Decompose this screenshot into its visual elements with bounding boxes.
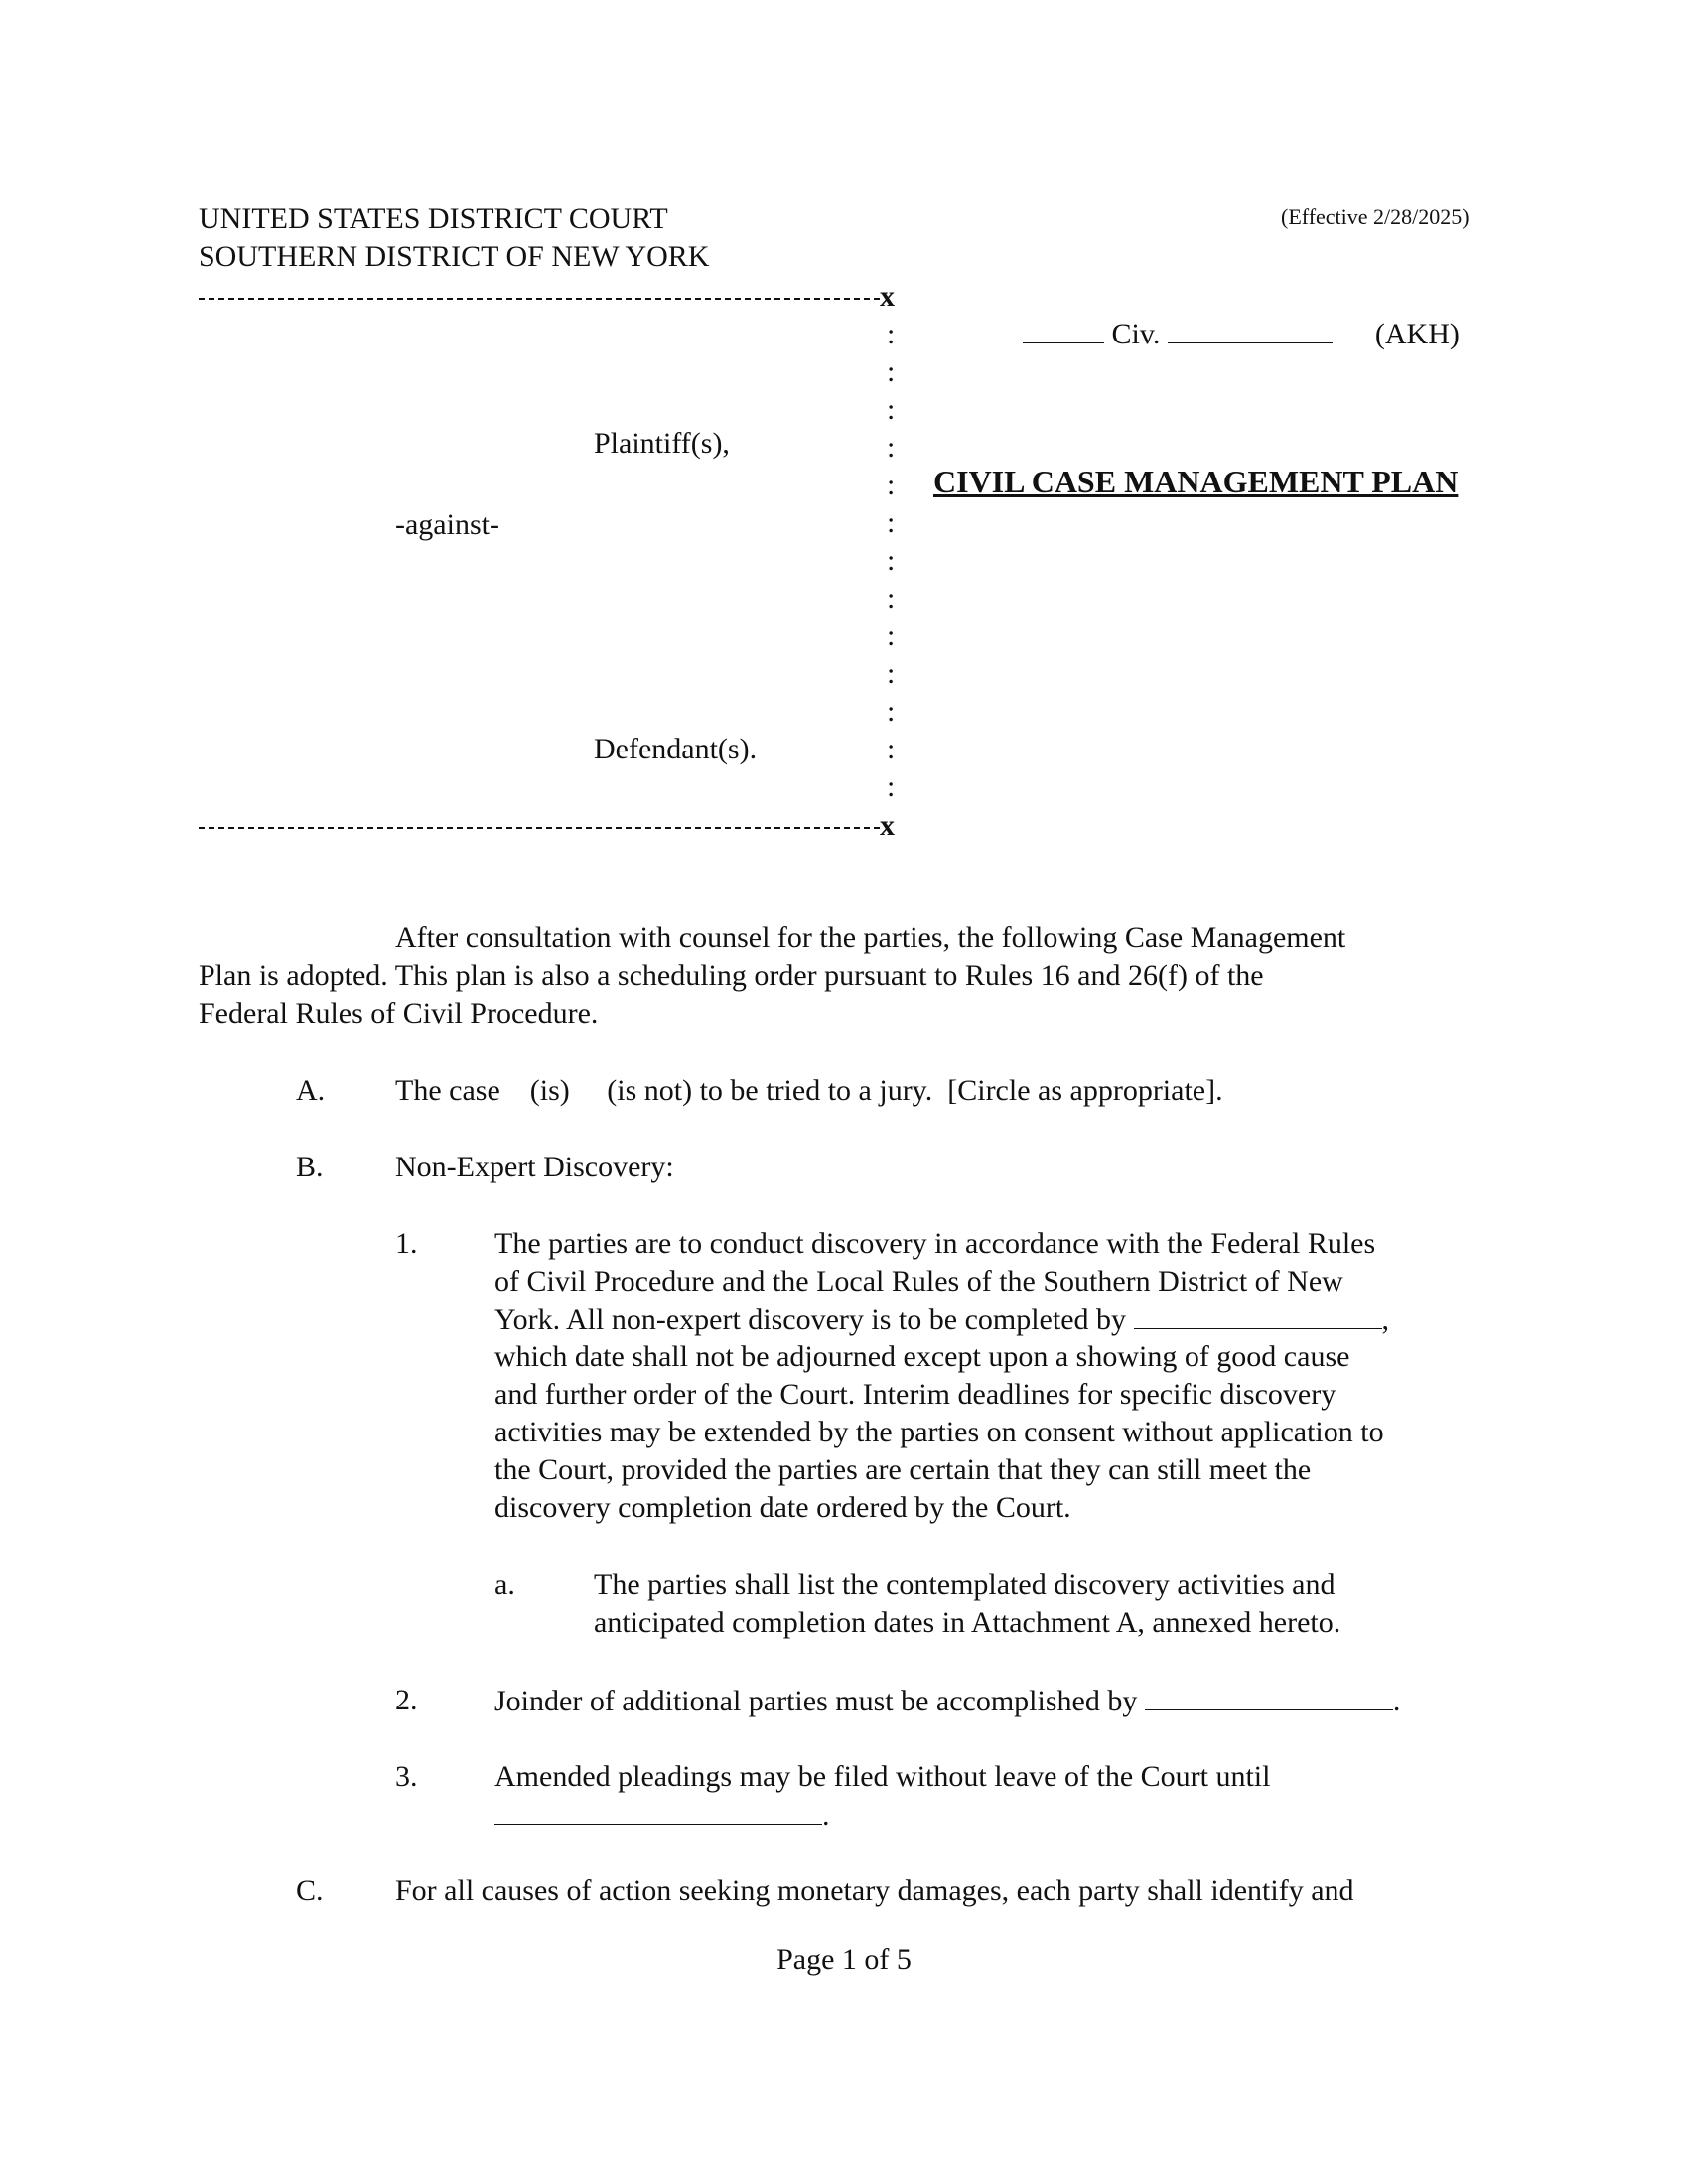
caption-bottom-rule (199, 809, 895, 843)
intro-line-3: Federal Rules of Civil Procedure. (199, 997, 599, 1029)
caption-colon: : (887, 619, 896, 652)
b1-line: of Civil Procedure and the Local Rules of the Southern District of New (494, 1265, 1343, 1297)
document-title: CIVIL CASE MANAGEMENT PLAN (933, 464, 1459, 499)
b3-blank-line (494, 1796, 830, 1836)
b1a-line: The parties shall list the contemplated discovery activities and (594, 1569, 1336, 1601)
caption-colon: : (887, 355, 896, 388)
section-b-label: B. (296, 1151, 324, 1183)
b1-line: and further order of the Court. Interim deadlines for specific discovery (494, 1378, 1336, 1411)
caption-bottom-rule-x: x (880, 809, 895, 842)
caption-colon: : (887, 506, 896, 539)
b1-line: the Court, provided the parties are certain that they can still meet the (494, 1453, 1312, 1486)
discovery-completion-date-blank[interactable] (1134, 1300, 1382, 1329)
section-c-label: C. (296, 1874, 324, 1907)
defendant-label: Defendant(s). (594, 733, 758, 765)
caption-colon: : (887, 431, 896, 464)
effective-date: (Effective 2/28/2025) (1281, 205, 1470, 229)
amended-pleadings-date-blank[interactable] (494, 1796, 822, 1825)
court-name-line1: UNITED STATES DISTRICT COURT (199, 203, 668, 235)
b1-line: York. All non-expert discovery is to be completed by (494, 1303, 1127, 1336)
b2-period: . (1392, 1685, 1401, 1717)
civ-label: Civ. (1111, 318, 1161, 350)
court-name (199, 201, 709, 276)
b3-label: 3. (395, 1760, 418, 1793)
b1-label: 1. (395, 1227, 418, 1260)
joinder-date-blank[interactable] (1145, 1682, 1393, 1710)
docket-number-blank[interactable] (1168, 315, 1333, 343)
section-c-text: For all causes of action seeking monetary damages, each party shall identify and (395, 1874, 1354, 1907)
intro-line-2: Plan is adopted. This plan is also a scheduling order pursuant to Rules 16 and 26(f) of the (199, 959, 1264, 992)
b1-line: discovery completion date ordered by the Court. (494, 1491, 1071, 1524)
b2-label: 2. (395, 1684, 418, 1716)
b1-comma: , (1381, 1303, 1390, 1336)
b1-line: activities may be extended by the parties on consent without application to (494, 1416, 1384, 1448)
b1a-line: anticipated completion dates in Attachment A, annexed hereto. (594, 1606, 1341, 1639)
caption-colon: : (887, 318, 896, 350)
caption-top-rule (199, 280, 895, 314)
page-number: Page 1 of 5 (776, 1943, 912, 1976)
docket-number-line (1023, 315, 1460, 353)
against-label: -against- (395, 508, 499, 541)
section-a-text: The case (is) (is not) to be tried to a jury. [Circle as appropriate]. (395, 1074, 1223, 1107)
caption-colon: : (887, 695, 896, 728)
caption-colon: : (887, 469, 896, 501)
caption-top-rule-x: x (880, 280, 895, 313)
b3-text: Amended pleadings may be filed without leave of the Court until (494, 1760, 1271, 1793)
caption-colon: : (887, 657, 896, 690)
caption-colon: : (887, 770, 896, 803)
b2-line (494, 1682, 1400, 1721)
judge-initials: (AKH) (1374, 318, 1460, 350)
plaintiff-label: Plaintiff(s), (594, 427, 730, 460)
caption-colon: : (887, 582, 896, 614)
b1a-label: a. (494, 1569, 515, 1601)
intro-line-1: After consultation with counsel for the parties, the following Case Management (395, 921, 1346, 954)
section-b-heading: Non-Expert Discovery: (395, 1151, 674, 1183)
b1-line-completion (494, 1300, 1389, 1340)
court-name-line2: SOUTHERN DISTRICT OF NEW YORK (199, 240, 710, 273)
caption-colon: : (887, 733, 896, 765)
b1-line: which date shall not be adjourned except upon a showing of good cause (494, 1340, 1350, 1373)
caption-colon: : (887, 544, 896, 577)
caption-colon: : (887, 393, 896, 426)
b2-text: Joinder of additional parties must be accomplished by (494, 1685, 1138, 1717)
b3-period: . (822, 1799, 830, 1832)
section-a-label: A. (296, 1074, 326, 1107)
docket-year-blank[interactable] (1023, 315, 1104, 343)
b1-line: The parties are to conduct discovery in accordance with the Federal Rules (494, 1227, 1376, 1260)
